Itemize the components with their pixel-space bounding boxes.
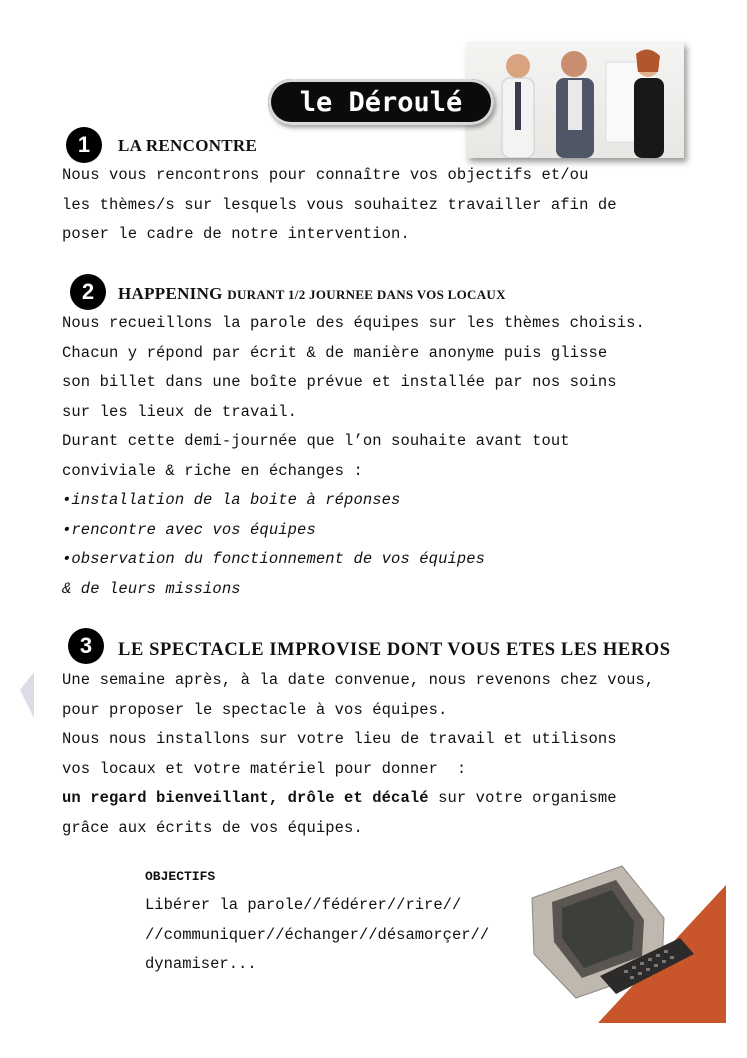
bullet-item: •installation de la boite à réponses [62,491,401,509]
objective-line: dynamiser... [145,955,257,973]
objectives-title: OBJECTIFS [145,869,216,884]
objective-line: Libérer la parole//fédérer//rire// [145,896,462,914]
section-3-line: grâce aux écrits de vos équipes. [62,818,363,837]
section-2-heading-text: HAPPENING [118,284,223,303]
section-2-heading-sub: DURANT 1/2 JOURNEE DANS VOS LOCAUX [227,287,506,302]
section-2-body [62,309,645,604]
section-2-line: conviviale & riche en échanges : [62,461,363,480]
bullet-text: observation du fonctionnement de vos équipes [71,550,486,568]
objective-line: //communiquer//échanger//désamorçer// [145,925,490,944]
section-3-heading-text: LE SPECTACLE IMPROVISE DONT VOUS ETES LES HEROS [118,640,671,660]
decorative-sliver [20,672,34,718]
section-3-line: Nous nous installons sur votre lieu de travail et utilisons [62,730,617,748]
section-2-line: sur les lieux de travail. [62,402,298,421]
bullet-text: installation de la boite à réponses [71,491,401,509]
section-2-line: Chacun y répond par écrit & de manière anonyme puis glisse [62,343,608,362]
bullet-continuation: & de leurs missions [62,579,241,598]
step-number-2: 2 [70,274,106,310]
section-1-heading [118,136,257,156]
bold-phrase-rest: sur votre organisme [428,789,617,807]
section-3-line: Une semaine après, à la date convenue, nous revenons chez vous, [62,671,655,689]
section-1-line: les thèmes/s sur lesquels vous souhaitez travailler afin de [62,195,617,214]
section-2-heading [118,284,506,304]
minitel-illustration [512,858,698,1004]
section-3-body [62,666,654,843]
section-2-line: son billet dans une boîte prévue et installée par nos soins [62,373,617,391]
step-number-3: 3 [68,628,104,664]
step-number-1: 1 [66,127,102,163]
bullet-text: rencontre avec vos équipes [71,520,316,539]
page-title: le Déroulé [268,79,494,125]
section-3-line: vos locaux et votre matériel pour donner : [62,759,467,778]
team-photo [466,42,684,158]
section-1-heading-text: LA RENCONTRE [118,136,258,155]
section-3-line: pour proposer le spectacle à vos équipes. [62,700,448,719]
bullet-item: •observation du fonctionnement de vos équipes [62,550,486,568]
section-3-heading [118,640,671,661]
section-1-line: poser le cadre de notre intervention. [62,225,410,243]
section-2-line: Durant cette demi-journée que l’on souhaite avant tout [62,432,570,450]
section-2-line: Nous recueillons la parole des équipes sur les thèmes choisis. [62,314,645,332]
section-1-line: Nous vous rencontrons pour connaître vos objectifs et/ou [62,166,589,184]
bold-phrase: un regard bienveillant, drôle et décalé [62,789,429,807]
section-1-body [62,161,617,250]
objectives-list [145,891,489,980]
bullet-item: •rencontre avec vos équipes [62,520,316,539]
